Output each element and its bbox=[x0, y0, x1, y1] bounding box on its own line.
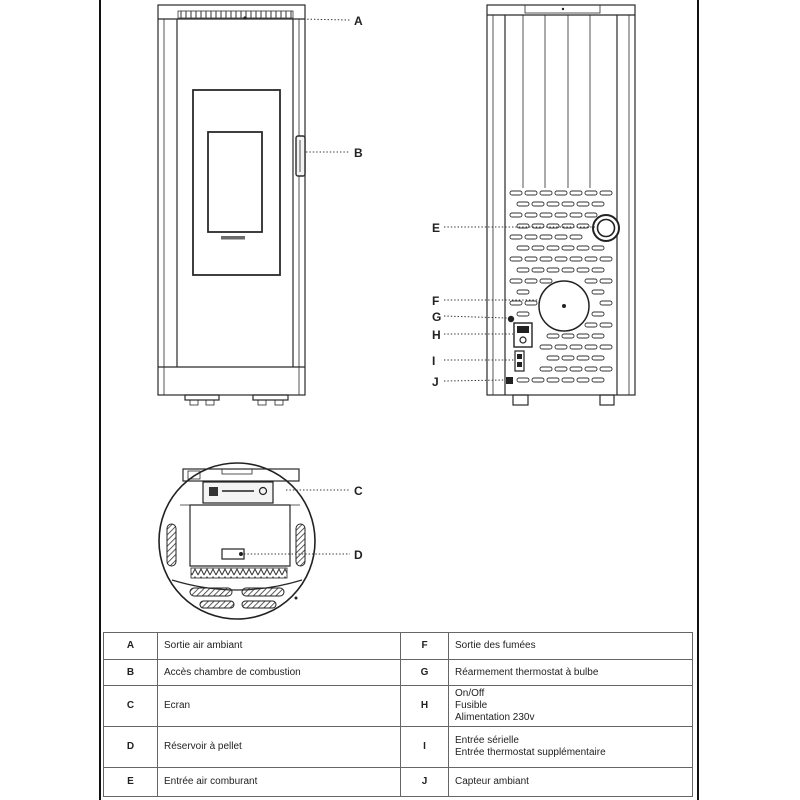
vent-slot bbox=[540, 345, 552, 349]
vent-slot bbox=[585, 257, 597, 261]
legend-text bbox=[449, 633, 693, 660]
vent-slot bbox=[600, 323, 612, 327]
top-view-marker bbox=[295, 597, 298, 600]
front-foot-right-pad-2 bbox=[275, 400, 283, 405]
legend-key: G bbox=[401, 660, 449, 686]
vent-slot bbox=[585, 345, 597, 349]
vent-slot bbox=[577, 334, 589, 338]
vent-slot bbox=[570, 235, 582, 239]
legend-key: I bbox=[401, 727, 449, 768]
legend-line: On/Off bbox=[455, 688, 485, 699]
vent-slot bbox=[547, 378, 559, 382]
vent-slot bbox=[540, 213, 552, 217]
vent-slot bbox=[525, 235, 537, 239]
door-glass bbox=[208, 132, 262, 232]
vent-slot bbox=[600, 345, 612, 349]
legend-text bbox=[449, 660, 693, 686]
vent-slot bbox=[517, 202, 529, 206]
vent-slot bbox=[547, 356, 559, 360]
front-foot-right bbox=[253, 395, 288, 400]
vent-slot bbox=[592, 356, 604, 360]
vent-slot bbox=[540, 279, 552, 283]
vent-slot bbox=[525, 301, 537, 305]
legend-text bbox=[449, 768, 693, 797]
ambient-air-outlet-grille bbox=[178, 11, 293, 18]
vent-slot bbox=[510, 257, 522, 261]
vent-slot bbox=[577, 268, 589, 272]
vent-slot bbox=[555, 235, 567, 239]
vent-slot bbox=[532, 246, 544, 250]
callout-c: C bbox=[354, 484, 363, 498]
front-vent-3 bbox=[200, 601, 234, 608]
vent-slot bbox=[510, 235, 522, 239]
legend-row bbox=[104, 633, 693, 660]
callout-g: G bbox=[432, 310, 442, 324]
callout-d: D bbox=[354, 548, 363, 562]
leader-j bbox=[444, 380, 505, 381]
back-foot-right bbox=[600, 395, 614, 405]
legend-text bbox=[449, 727, 693, 768]
vent-slot bbox=[540, 191, 552, 195]
legend-row bbox=[104, 660, 693, 686]
front-outline bbox=[158, 5, 305, 395]
vent-slot bbox=[600, 257, 612, 261]
front-view bbox=[158, 5, 363, 405]
callout-b: B bbox=[354, 146, 363, 160]
vent-slot bbox=[547, 268, 559, 272]
legend-row bbox=[104, 686, 693, 727]
back-outline bbox=[487, 5, 635, 395]
back-foot-left bbox=[513, 395, 528, 405]
vent-slot bbox=[592, 312, 604, 316]
front-vent-2 bbox=[242, 588, 284, 596]
vent-slot bbox=[517, 312, 529, 316]
vent-slot bbox=[570, 213, 582, 217]
legend-line: Fusible bbox=[455, 700, 488, 711]
vent-slot bbox=[510, 191, 522, 195]
back-top-dot bbox=[562, 8, 564, 10]
legend-line: Sortie des fumées bbox=[455, 640, 536, 651]
on-off-switch bbox=[517, 326, 529, 333]
vent-slot bbox=[525, 213, 537, 217]
top-view bbox=[159, 463, 363, 619]
vent-slot bbox=[577, 246, 589, 250]
legend-row bbox=[104, 727, 693, 768]
vent-slot bbox=[555, 257, 567, 261]
vent-slot bbox=[555, 367, 567, 371]
vent-slot bbox=[562, 268, 574, 272]
callout-i: I bbox=[432, 354, 436, 368]
vent-slot bbox=[585, 367, 597, 371]
vent-slot bbox=[547, 202, 559, 206]
front-foot-left-pad-2 bbox=[206, 400, 214, 405]
vent-slot bbox=[585, 213, 597, 217]
legend-text: Ecran bbox=[158, 686, 401, 727]
vent-slot bbox=[577, 378, 589, 382]
vent-slot bbox=[585, 279, 597, 283]
front-foot-left bbox=[185, 395, 219, 400]
serial-port-pin-2 bbox=[517, 362, 522, 367]
screen-icon-left bbox=[209, 487, 218, 496]
side-vent-right bbox=[296, 524, 305, 566]
vent-slot bbox=[592, 334, 604, 338]
vent-slot bbox=[517, 246, 529, 250]
legend-text: Sortie air ambiant bbox=[158, 633, 401, 660]
firebox-grate bbox=[191, 568, 287, 578]
door-handle bbox=[296, 136, 305, 176]
flue-outlet-center bbox=[562, 304, 566, 308]
vent-slot bbox=[592, 202, 604, 206]
callout-d-anchor bbox=[239, 552, 243, 556]
legend-key: A bbox=[104, 633, 158, 660]
vent-slot bbox=[517, 378, 529, 382]
legend-key: E bbox=[104, 768, 158, 797]
vent-slot bbox=[532, 202, 544, 206]
vent-slot bbox=[540, 235, 552, 239]
vent-slot bbox=[577, 356, 589, 360]
bulb-thermostat-reset bbox=[508, 316, 514, 322]
callout-e: E bbox=[432, 221, 441, 235]
legend-key: F bbox=[401, 633, 449, 660]
front-vent-1 bbox=[190, 588, 232, 596]
callout-f: F bbox=[432, 294, 440, 308]
vent-slot bbox=[600, 191, 612, 195]
vent-slot bbox=[570, 191, 582, 195]
vent-slot bbox=[577, 202, 589, 206]
vent-slot bbox=[517, 268, 529, 272]
front-foot-left-pad-1 bbox=[190, 400, 198, 405]
ambient-sensor bbox=[506, 377, 513, 384]
vent-slot bbox=[592, 378, 604, 382]
legend-line: Alimentation 230v bbox=[455, 712, 535, 723]
vent-slot bbox=[540, 257, 552, 261]
vent-slot bbox=[510, 213, 522, 217]
legend-key: C bbox=[104, 686, 158, 727]
vent-slot bbox=[525, 191, 537, 195]
vent-slot bbox=[555, 345, 567, 349]
front-foot-right-pad-1 bbox=[258, 400, 266, 405]
legend-line: Réarmement thermostat à bulbe bbox=[455, 666, 599, 678]
vent-slot bbox=[570, 367, 582, 371]
vent-slot bbox=[585, 323, 597, 327]
vent-slot bbox=[562, 334, 574, 338]
side-vent-left bbox=[167, 524, 176, 566]
legend-line: Entrée thermostat supplémentaire bbox=[455, 747, 606, 758]
vent-slot bbox=[592, 290, 604, 294]
vent-slot bbox=[525, 279, 537, 283]
vent-slot bbox=[547, 334, 559, 338]
vent-slot bbox=[532, 268, 544, 272]
vent-slot bbox=[562, 356, 574, 360]
vent-slot bbox=[570, 345, 582, 349]
legend-row bbox=[104, 768, 693, 797]
legend-text bbox=[449, 686, 693, 727]
callout-a: A bbox=[354, 14, 363, 28]
vent-slot bbox=[600, 367, 612, 371]
vent-slot bbox=[592, 268, 604, 272]
legend-key: J bbox=[401, 768, 449, 797]
vent-slot bbox=[510, 279, 522, 283]
vent-slot bbox=[510, 301, 522, 305]
vent-slot bbox=[555, 191, 567, 195]
back-view bbox=[432, 5, 635, 405]
legend-text: Entrée air comburant bbox=[158, 768, 401, 797]
legend-key: D bbox=[104, 727, 158, 768]
vent-slot bbox=[540, 367, 552, 371]
callout-h: H bbox=[432, 328, 441, 342]
legend-table bbox=[103, 632, 693, 797]
legend-line: Capteur ambiant bbox=[455, 776, 529, 787]
serial-port-pin-1 bbox=[517, 354, 522, 359]
vent-slot bbox=[570, 257, 582, 261]
vent-slot bbox=[600, 279, 612, 283]
vent-slot bbox=[592, 246, 604, 250]
vent-slot bbox=[532, 378, 544, 382]
brand-logo bbox=[221, 236, 245, 240]
legend-key: H bbox=[401, 686, 449, 727]
vent-slot bbox=[562, 202, 574, 206]
vent-slot bbox=[562, 246, 574, 250]
vent-slot bbox=[517, 290, 529, 294]
legend-text: Réservoir à pellet bbox=[158, 727, 401, 768]
vent-slot bbox=[562, 378, 574, 382]
vent-slot bbox=[525, 257, 537, 261]
legend-key: B bbox=[104, 660, 158, 686]
combustion-door bbox=[193, 90, 280, 275]
legend-text: Accès chambre de combustion bbox=[158, 660, 401, 686]
legend-line: Entrée sérielle bbox=[455, 735, 519, 746]
vent-slot bbox=[585, 191, 597, 195]
vent-slot bbox=[547, 246, 559, 250]
vent-slot bbox=[600, 301, 612, 305]
callout-j: J bbox=[432, 375, 439, 389]
leader-g bbox=[444, 316, 507, 318]
vent-slot bbox=[555, 213, 567, 217]
front-vent-4 bbox=[242, 601, 276, 608]
